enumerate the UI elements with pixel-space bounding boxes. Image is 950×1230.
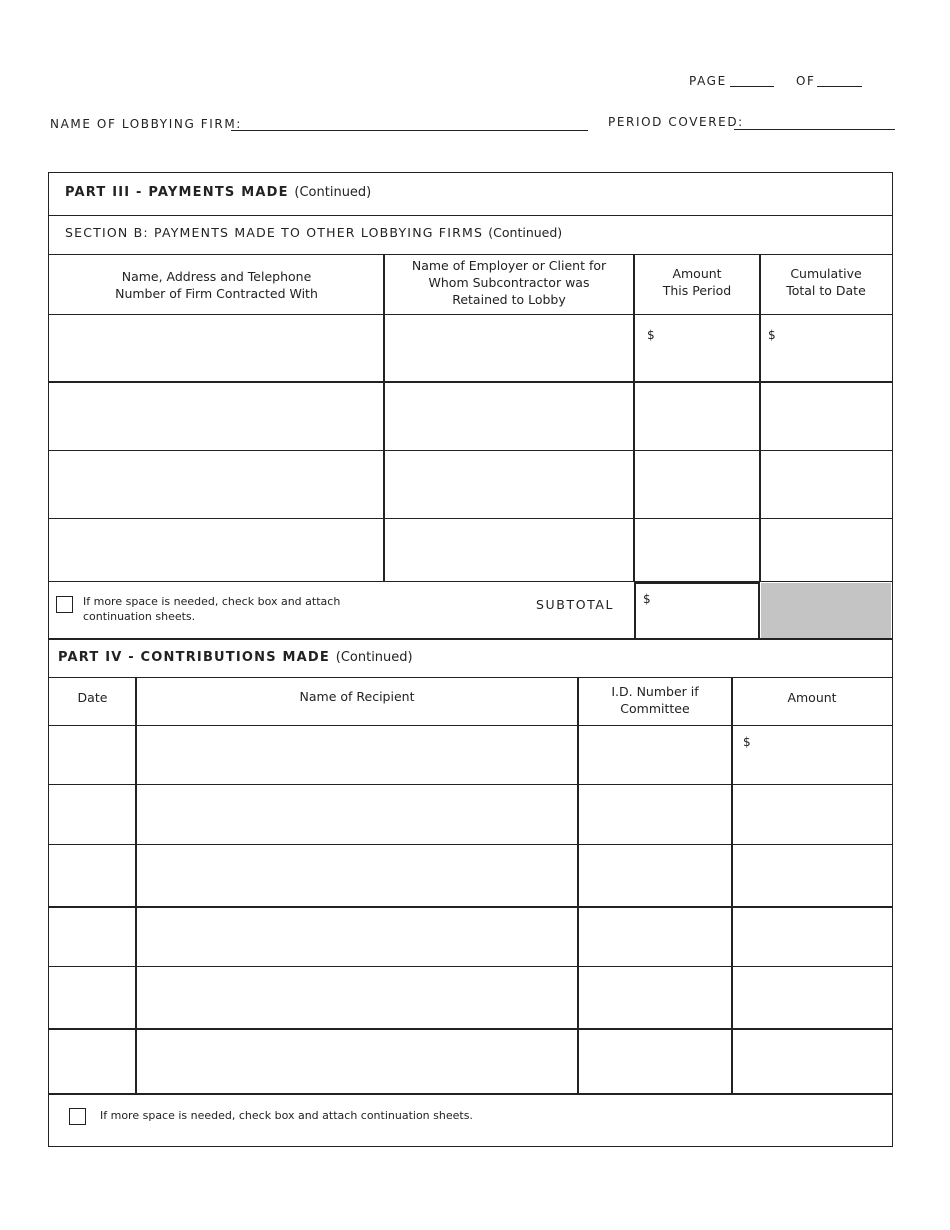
period-covered-label: PERIOD COVERED: — [608, 115, 744, 129]
subtotal-label: SUBTOTAL — [536, 597, 615, 612]
divider — [48, 314, 892, 315]
divider — [633, 254, 635, 581]
divider — [48, 638, 892, 640]
divider — [48, 518, 892, 519]
part4-col-amount-header: Amount — [787, 690, 837, 705]
divider — [48, 581, 892, 582]
part3-more-space-checkbox[interactable] — [56, 596, 73, 613]
part3-col-employer-header: Name of Employer or Client for Whom Subcontractor was Retained to Lobby — [411, 258, 607, 307]
part4-title: PART IV - CONTRIBUTIONS MADE (Continued) — [58, 650, 413, 665]
part3-row-1-firm[interactable] — [50, 316, 382, 380]
part3-row-1-amount-dollar: $ — [647, 328, 655, 342]
part3-section-b-title: SECTION B: PAYMENTS MADE TO OTHER LOBBYING FIRMS (Continued) — [65, 225, 563, 240]
part4-col-date-header: Date — [77, 690, 108, 705]
divider — [48, 677, 892, 678]
divider — [577, 677, 579, 1093]
part3-row-1-cumulative-dollar: $ — [768, 328, 776, 342]
page-total-field[interactable] — [817, 86, 862, 87]
part3-col-firm-header: Name, Address and Telephone Number of Firm Contracted With — [115, 269, 318, 301]
divider — [48, 844, 892, 845]
part4-row-1-amount-dollar: $ — [743, 735, 751, 749]
divider — [48, 725, 892, 726]
part4-col-id-header: I.D. Number if Committee — [611, 684, 699, 716]
page-label: PAGE — [689, 74, 727, 88]
page-number-field[interactable] — [730, 86, 774, 87]
divider — [48, 215, 892, 216]
part4-more-space-note: If more space is needed, check box and attach continuation sheets. — [100, 1109, 473, 1122]
subtotal-dollar: $ — [643, 592, 651, 606]
divider — [731, 677, 733, 1093]
part3-more-space-note: If more space is needed, check box and attach continuation sheets. — [83, 595, 341, 623]
divider — [48, 784, 892, 785]
period-covered-field[interactable] — [734, 129, 895, 130]
firm-name-label: NAME OF LOBBYING FIRM: — [50, 117, 242, 131]
firm-name-field[interactable] — [231, 130, 588, 131]
part3-title: PART III - PAYMENTS MADE (Continued) — [65, 185, 372, 200]
part3-row-1-employer[interactable] — [386, 316, 632, 380]
part4-col-recipient-header: Name of Recipient — [299, 689, 415, 704]
divider — [383, 254, 385, 581]
divider — [135, 677, 137, 1093]
divider — [759, 254, 761, 581]
divider — [48, 906, 892, 908]
divider — [48, 1028, 892, 1030]
divider — [48, 254, 892, 255]
part4-more-space-checkbox[interactable] — [69, 1108, 86, 1125]
subtotal-shaded-cell — [761, 583, 891, 638]
divider — [48, 1093, 892, 1095]
subtotal-amount-field[interactable] — [634, 582, 760, 640]
part3-col-cumulative-header: Cumulative Total to Date — [786, 266, 866, 298]
of-label: OF — [796, 74, 816, 88]
divider — [48, 966, 892, 967]
divider — [48, 381, 892, 383]
part3-col-amount-header: Amount This Period — [662, 266, 732, 298]
divider — [48, 450, 892, 451]
